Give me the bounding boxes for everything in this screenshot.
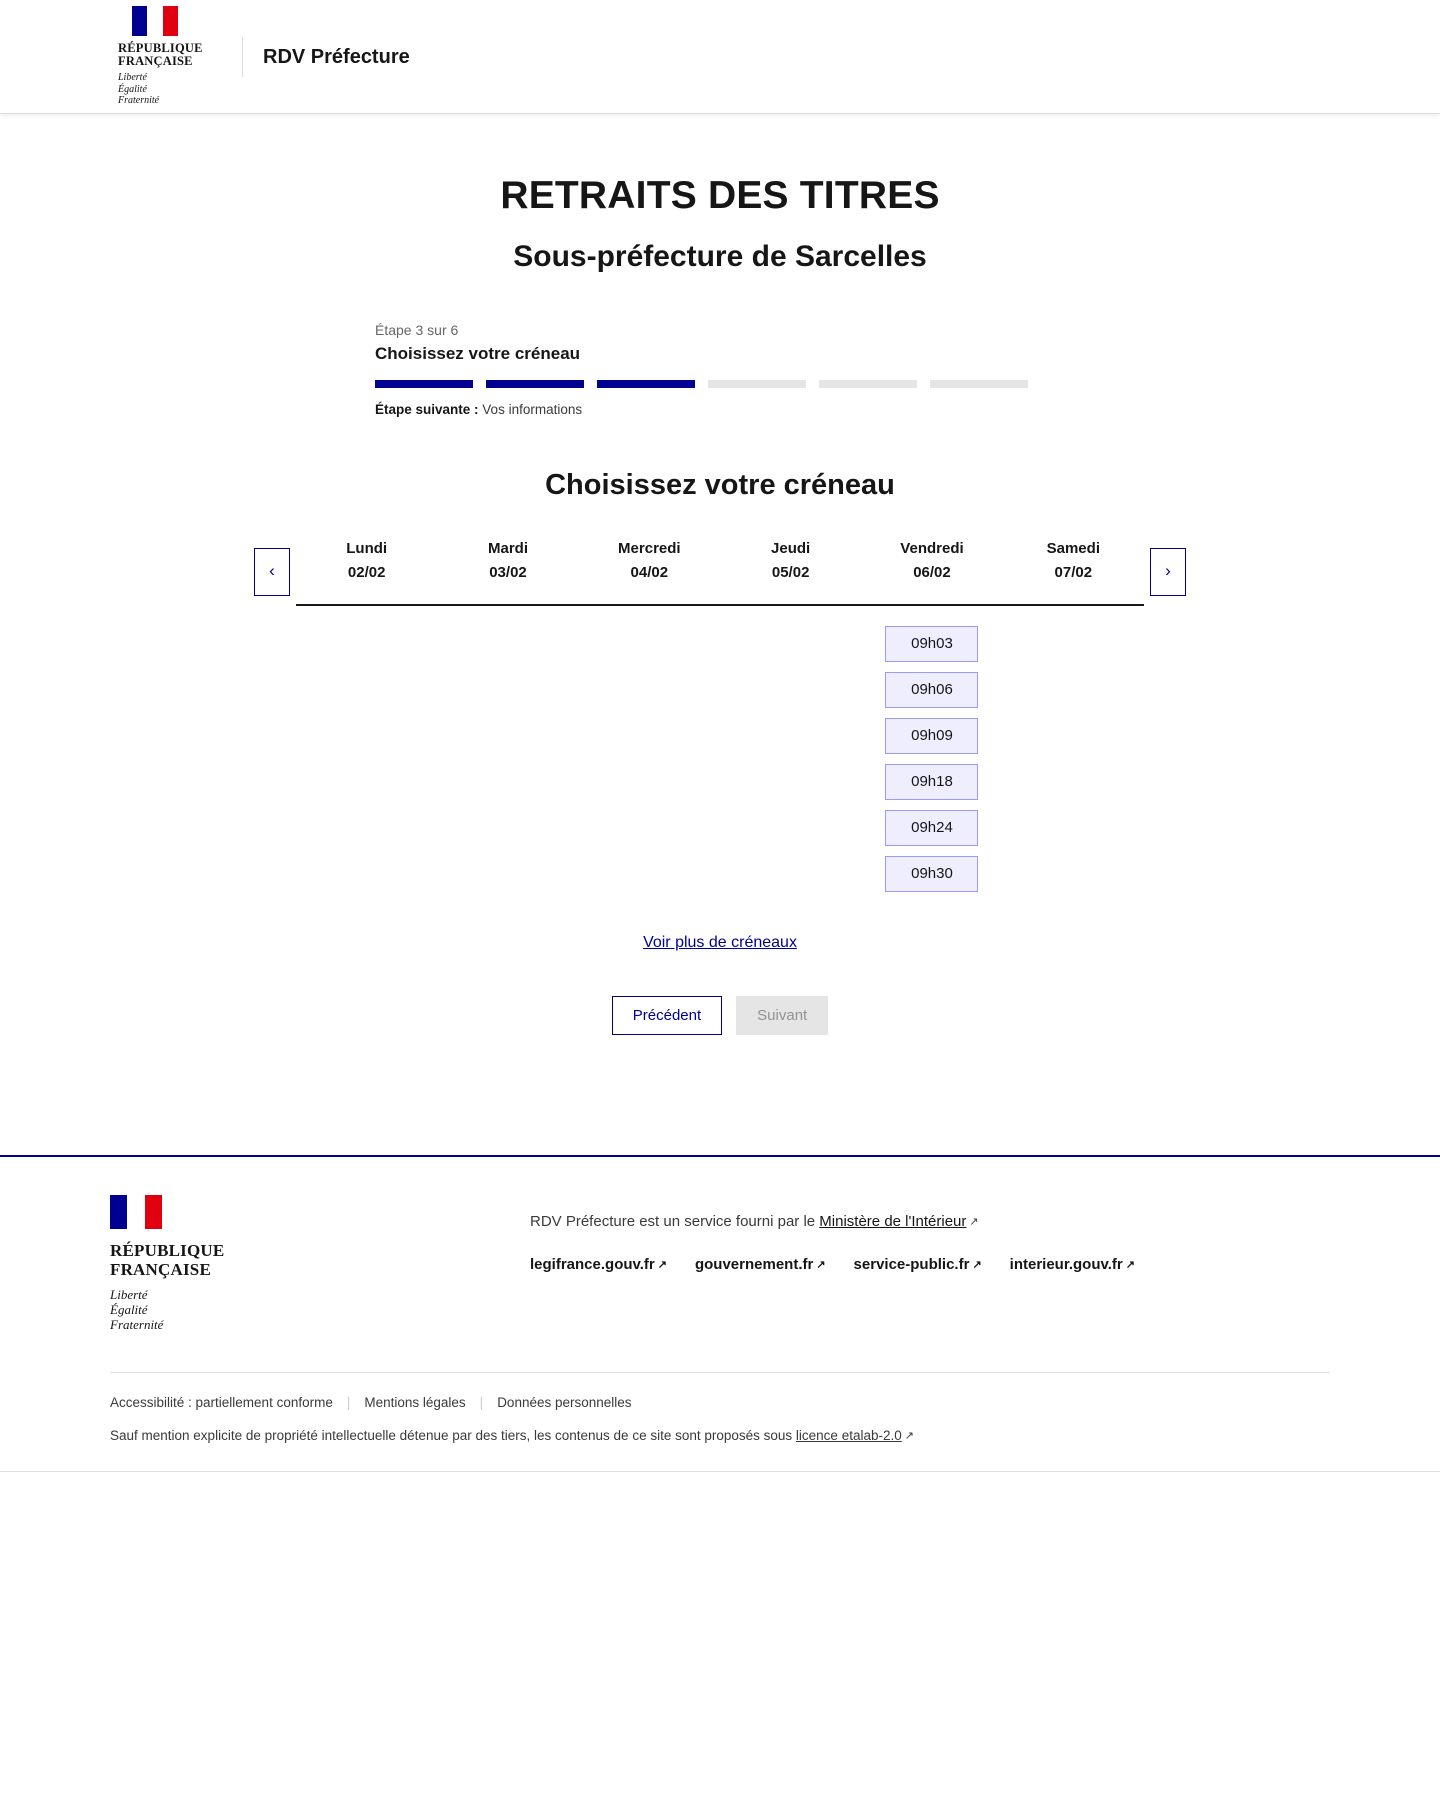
external-link-icon: ↗ <box>972 1259 982 1271</box>
footer-links-block <box>530 1195 1330 1332</box>
day-header <box>861 536 1002 606</box>
footer-link-interieur[interactable] <box>1010 1256 1135 1273</box>
step-progress-bars <box>375 380 1065 388</box>
day-date: 02/02 <box>347 564 386 581</box>
day-column-samedi <box>1003 536 1144 892</box>
footer-republic-line-1: RÉPUBLIQUE <box>110 1241 225 1260</box>
accessibility-link[interactable]: Accessibilité : partiellement conforme <box>110 1395 333 1410</box>
devise-liberte: Liberté <box>118 72 147 84</box>
day-date: 06/02 <box>913 564 951 581</box>
chevron-right-icon[interactable]: › <box>1150 548 1186 596</box>
external-link-icon: ↗ <box>657 1259 667 1271</box>
step-counter: Étape 3 sur 6 <box>375 322 459 338</box>
footer-description <box>530 1213 1330 1230</box>
service-name[interactable]: RDV Préfecture <box>242 37 410 77</box>
step-bar-2 <box>486 380 584 388</box>
external-link-icon: ↗ <box>816 1259 826 1271</box>
day-header <box>579 536 720 606</box>
day-slots <box>437 606 578 626</box>
page-subtitle: Sous-préfecture de Sarcelles <box>513 240 927 273</box>
day-name: Mercredi <box>618 540 681 557</box>
day-column-jeudi <box>720 536 861 892</box>
personal-data-link[interactable]: Données personnelles <box>497 1395 632 1410</box>
day-slots <box>720 606 861 626</box>
devise-egalite: Égalité <box>118 83 147 95</box>
day-slots <box>579 606 720 626</box>
slot-button[interactable]: 09h09 <box>885 718 978 754</box>
day-header <box>1003 536 1144 606</box>
step-bar-6 <box>930 380 1028 388</box>
more-slots-link[interactable]: Voir plus de créneaux <box>643 934 797 951</box>
slot-button[interactable]: 09h03 <box>885 626 978 662</box>
previous-button[interactable]: Précédent <box>612 996 722 1035</box>
day-name: Samedi <box>1046 540 1100 557</box>
footer-devise-block <box>110 1287 530 1332</box>
slot-button[interactable]: 09h06 <box>885 672 978 708</box>
day-slots <box>1003 606 1144 626</box>
footer-republic-line-2: FRANÇAISE <box>110 1260 211 1279</box>
slot-button[interactable]: 09h18 <box>885 764 978 800</box>
page-title: RETRAITS DES TITRES <box>500 174 940 217</box>
divider: | <box>479 1395 484 1410</box>
day-header <box>720 536 861 606</box>
slot-button[interactable]: 09h24 <box>885 810 978 846</box>
slot-button[interactable]: 09h30 <box>885 856 978 892</box>
step-bar-1 <box>375 380 473 388</box>
footer-link-gouvernement[interactable] <box>695 1256 826 1273</box>
footer-link-label[interactable]: legifrance.gouv.fr <box>530 1256 655 1273</box>
calendar <box>254 536 1186 892</box>
day-date: 03/02 <box>489 564 527 581</box>
footer-top <box>110 1195 1330 1332</box>
external-link-icon: ↗ <box>1125 1259 1135 1271</box>
devise-fraternite: Fraternité <box>118 95 160 107</box>
brand-block <box>118 6 410 107</box>
next-step-value: Vos informations <box>482 402 583 417</box>
site-header <box>0 0 1440 114</box>
step-bar-3 <box>597 380 695 388</box>
day-column-lundi <box>296 536 437 892</box>
day-slots <box>861 606 1002 892</box>
footer-link-label[interactable]: interieur.gouv.fr <box>1009 1256 1123 1273</box>
page-bottom-border <box>0 1471 1440 1472</box>
french-flag-icon <box>110 1195 162 1229</box>
external-link-icon: ↗ <box>904 1430 914 1442</box>
external-link-icon: ↗ <box>969 1216 979 1228</box>
step-bar-4 <box>708 380 806 388</box>
footer-external-links <box>530 1256 1330 1273</box>
french-flag-icon <box>132 6 178 36</box>
day-date: 07/02 <box>1054 564 1093 581</box>
divider: | <box>346 1395 351 1410</box>
republic-line-1: RÉPUBLIQUE <box>118 41 203 56</box>
license-link[interactable]: licence etalab-2.0 <box>795 1428 902 1443</box>
next-step-info <box>375 402 1065 417</box>
footer-link-label[interactable]: gouvernement.fr <box>694 1256 814 1273</box>
legal-notice-link[interactable]: Mentions légales <box>364 1395 466 1410</box>
republique-francaise-logo <box>118 6 222 107</box>
footer-description-text: RDV Préfecture est un service fourni par le <box>530 1213 820 1230</box>
day-name: Mardi <box>487 540 528 557</box>
form-actions <box>0 996 1440 1035</box>
day-slots <box>296 606 437 626</box>
next-step-label: Étape suivante : <box>375 402 479 417</box>
republic-line-2: FRANÇAISE <box>118 54 193 69</box>
calendar-days <box>296 536 1144 892</box>
day-column-mercredi <box>579 536 720 892</box>
footer-link-label[interactable]: service-public.fr <box>853 1256 970 1273</box>
footer-devise-liberte: Liberté <box>110 1287 148 1302</box>
day-date: 05/02 <box>771 564 810 581</box>
site-footer <box>0 1155 1440 1471</box>
footer-license <box>110 1428 1330 1443</box>
slot-section-title: Choisissez votre créneau <box>545 469 895 501</box>
footer-link-service-public[interactable] <box>854 1256 982 1273</box>
license-text: Sauf mention explicite de propriété intellectuelle détenue par des tiers, les contenus de ce site sont proposés sous <box>110 1428 796 1443</box>
step-title: Choisissez votre créneau <box>375 344 581 363</box>
footer-link-legifrance[interactable] <box>530 1256 667 1273</box>
day-date: 04/02 <box>630 564 669 581</box>
footer-devise-egalite: Égalité <box>110 1302 148 1317</box>
main-content <box>0 114 1440 1035</box>
footer-logo-block <box>110 1195 530 1332</box>
day-name: Jeudi <box>771 540 811 557</box>
next-button: Suivant <box>736 996 828 1035</box>
step-bar-5 <box>819 380 917 388</box>
stepper <box>375 322 1065 417</box>
day-name: Lundi <box>346 540 388 557</box>
footer-bottom <box>110 1372 1330 1471</box>
chevron-left-icon[interactable]: ‹ <box>254 548 290 596</box>
footer-devise-fraternite: Fraternité <box>110 1317 164 1332</box>
ministry-link[interactable]: Ministère de l'Intérieur <box>819 1213 967 1230</box>
devise-block <box>118 72 222 107</box>
day-column-mardi <box>437 536 578 892</box>
day-name: Vendredi <box>900 540 964 557</box>
stepper-wrapper <box>0 274 1440 417</box>
day-column-vendredi <box>861 536 1002 892</box>
day-header <box>296 536 437 606</box>
footer-legal-links <box>110 1395 1330 1410</box>
day-header <box>437 536 578 606</box>
